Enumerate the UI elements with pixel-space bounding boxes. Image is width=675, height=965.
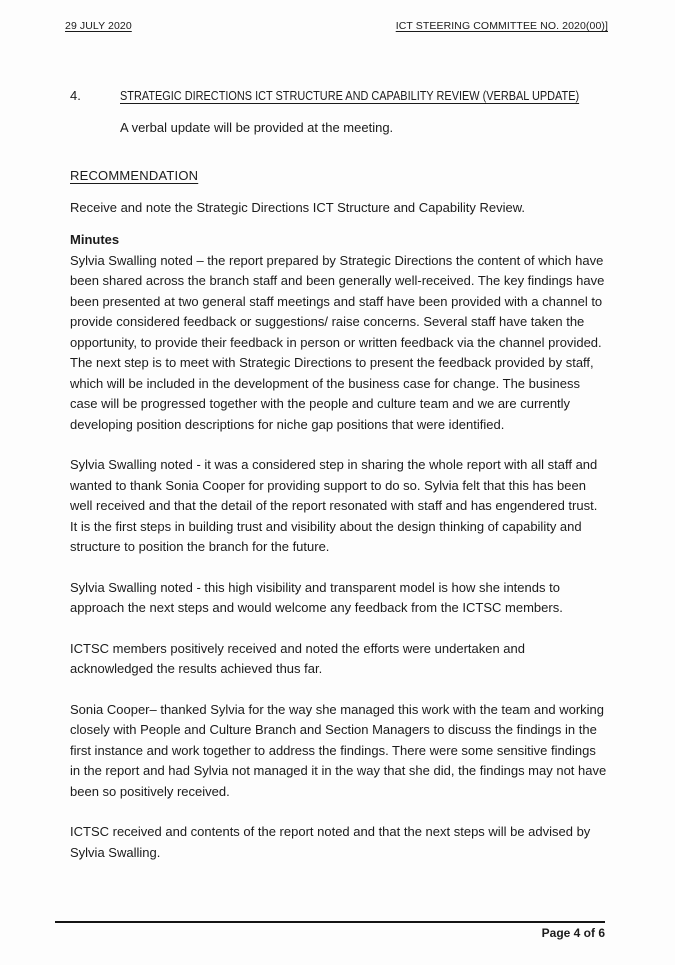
section-heading-row (70, 86, 607, 107)
minutes-paragraph: Sylvia Swalling noted – the report prepared by Strategic Directions the content of which have been shared across the branch staff and been generally well-received. The key findings have been presented at two general staff meetings and staff have been provided with a channel to provide considered feedback or suggestions/ raise concerns. Several staff have taken the opportunity, to provide their feedback in person or written feedback via the channel provided. The next step is to meet with Strategic Directions to present the feedback provided by staff, which will be included in the development of the business case for change. The business case will be progressed together with the people and culture team and we are currently developing position descriptions for niche gap positions that were identified. (70, 252, 605, 432)
document-body (70, 86, 607, 883)
document-footer (55, 921, 605, 940)
minutes-paragraph: Sonia Cooper– thanked Sylvia for the way she managed this work with the team and working closely with People and Culture Branch and Section Managers to discuss the findings in the first instance and work together to address the findings. There were some sensitive findings in the report and had Sylvia not managed it in the way that she did, the findings may not have been so positively received. (70, 701, 607, 799)
document-header (65, 20, 608, 32)
section-number: 4. (70, 88, 81, 103)
footer-divider (55, 921, 605, 923)
minutes-paragraph: Sylvia Swalling noted - this high visibility and transparent model is how she intends to approach the next steps and would welcome any feedback from the ICTSC members. (70, 579, 563, 615)
minutes-paragraph: ICTSC members positively received and noted the efforts were undertaken and acknowledged the results achieved thus far. (70, 640, 525, 676)
header-date: 29 JULY 2020 (65, 20, 132, 32)
recommendation-body: Receive and note the Strategic Directions ICT Structure and Capability Review. (70, 199, 525, 215)
section-intro-text: A verbal update will be provided at the meeting. (120, 119, 394, 135)
minutes-heading: Minutes (70, 232, 120, 247)
footer-page-number: Page 4 of 6 (541, 926, 605, 940)
header-committee-ref: ICT STEERING COMMITTEE NO. 2020(00)] (395, 20, 608, 32)
minutes-paragraph: Sylvia Swalling noted - it was a considered step in sharing the whole report with all staff and wanted to thank Sonia Cooper for providing support to do so. Sylvia felt that this has been well received and that the detail of the report resonated with staff and has engendered trust. It is the first steps in building trust and visibility about the design thinking of capability and structure to position the branch for the future. (70, 457, 598, 554)
section-title: STRATEGIC DIRECTIONS ICT STRUCTURE AND CAPABILITY REVIEW (VERBAL UPDATE) (120, 88, 580, 103)
minutes-paragraphs (70, 251, 607, 864)
recommendation-heading: RECOMMENDATION (70, 168, 199, 183)
minutes-paragraph: ICTSC received and contents of the report noted and that the next steps will be advised by Sylvia Swalling. (70, 824, 591, 860)
